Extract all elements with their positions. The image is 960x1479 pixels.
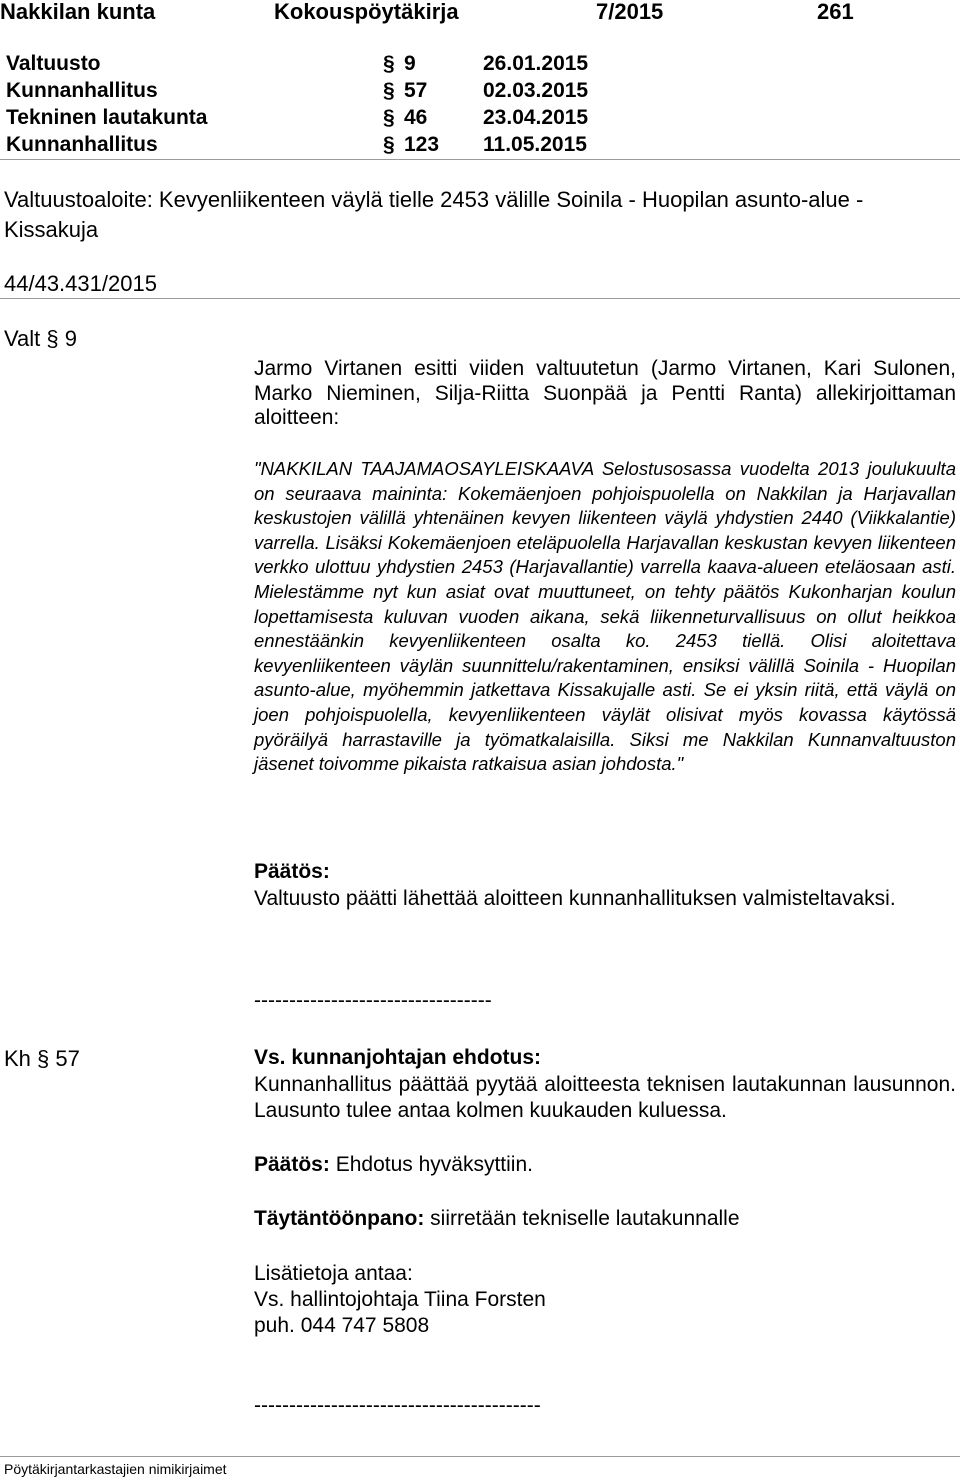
kh-execution — [254, 1207, 740, 1232]
kh-info-person: Vs. hallintojohtaja Tiina Forsten — [254, 1288, 546, 1311]
initiative-text: "NAKKILAN TAAJAMAOSAYLEISKAAVA Selostusosassa vuodelta 2013 joulukuulta on seuraava maininta: Kokemäenjoen pohjoispuolella on Nakkilan ja Harjavallan keskustojen välillä yhtenäinen kevyen liikenteen väylä yhdystien 2440 (Viikkalantie) varrella. Lisäksi Kokemäenjoen eteläpuolella Harjavallan keskustan kevyen liikenteen verkko ulottuu yhdystien 2453 (Harjavallantie) varrella kaava-alueen eteläosaan asti. Mielestämme nyt kun asiat ovat muuttuneet, on tehty päätös Kukonharjan koulun lopettamisesta kuluvan vuoden aikana, sekä liikenneturvallisuus on ollut heikkoa ennestäänkin kevyenliikenteen osalta ko. 2453 tiellä. Olisi aloitettava kevyenliikenteen väylän suunnittelu/rakentaminen, ensiksi välillä Soinila - Huopilan asunto-alue, myöhemmin jatkettava Kissakujalle asti. Se ei yksin riitä, että väylä on joen pohjoispuolella, kevyenliikenteen väylät olisivat myös kovassa käytössä pyöräilyä harrastaville ja työmatkalaisilla. Siksi me Nakkilan Kunnanvaltuuston jäsenet toivomme pikaista ratkaisua asian johdosta." — [254, 458, 956, 775]
kh-decision-text: Ehdotus hyväksyttiin. — [335, 1153, 533, 1176]
agenda-title-line1: Valtuustoaloite: Kevyenliikenteen väylä tielle 2453 välille Soinila - Huopilan asunto-alue - — [4, 187, 864, 212]
history-body: Kunnanhallitus — [6, 133, 158, 156]
history-number: 9 — [404, 52, 416, 75]
separator-line: ----------------------------------------- — [254, 1394, 541, 1417]
kh-decision-label: Päätös: — [254, 1153, 330, 1176]
section-sign: § — [383, 79, 395, 102]
title-divider — [0, 298, 960, 299]
history-date: 23.04.2015 — [483, 106, 589, 129]
section-sign: § — [383, 52, 395, 75]
history-body: Valtuusto — [6, 52, 101, 75]
history-number: 123 — [404, 133, 440, 156]
valt-section-label: Valt § 9 — [4, 326, 77, 351]
footer-initials-label: Pöytäkirjantarkastajien nimikirjaimet — [4, 1461, 227, 1477]
valt-decision-label: Päätös: — [254, 860, 330, 883]
history-date: 26.01.2015 — [483, 52, 589, 75]
section-sign: § — [383, 133, 395, 156]
history-number: 46 — [404, 106, 428, 129]
agenda-title-line2: Kissakuja — [4, 217, 99, 242]
record-number: 44/43.431/2015 — [4, 271, 157, 296]
history-body: Kunnanhallitus — [6, 79, 158, 102]
document-type: Kokouspöytäkirja — [274, 0, 459, 24]
valt-intro: Jarmo Virtanen esitti viiden valtuutetun (Jarmo Virtanen, Kari Sulonen, Marko Nieminen, Silja-Riitta Suonpää ja Pentti Ranta) allekirjoittaman aloitteen: — [254, 357, 956, 429]
history-date: 11.05.2015 — [483, 133, 587, 156]
history-body: Tekninen lautakunta — [6, 106, 208, 129]
kh-info-label: Lisätietoja antaa: — [254, 1262, 413, 1285]
kh-execution-text: siirretään tekniselle lautakunnalle — [430, 1207, 740, 1230]
section-sign: § — [383, 106, 395, 129]
kh-decision — [254, 1153, 533, 1178]
history-number: 57 — [404, 79, 428, 102]
kh-execution-label: Täytäntöönpano: — [254, 1207, 425, 1230]
kh-proposal-label: Vs. kunnanjohtajan ehdotus: — [254, 1046, 542, 1069]
municipality-name: Nakkilan kunta — [0, 0, 156, 24]
meeting-number: 7/2015 — [596, 0, 664, 24]
footer-divider — [0, 1456, 960, 1457]
valt-decision-text: Valtuusto päätti lähettää aloitteen kunnanhallituksen valmisteltavaksi. — [254, 887, 896, 910]
kh-info-phone: puh. 044 747 5808 — [254, 1314, 430, 1337]
kh-proposal-text: Kunnanhallitus päättää pyytää aloitteesta teknisen lautakunnan lausunnon. Lausunto tulee antaa kolmen kuukauden kuluessa. — [254, 1073, 956, 1122]
header-divider — [0, 159, 960, 160]
page-number: 261 — [817, 0, 854, 24]
history-date: 02.03.2015 — [483, 79, 589, 102]
separator-line: ---------------------------------- — [254, 989, 492, 1012]
kh-section-label: Kh § 57 — [4, 1046, 80, 1071]
